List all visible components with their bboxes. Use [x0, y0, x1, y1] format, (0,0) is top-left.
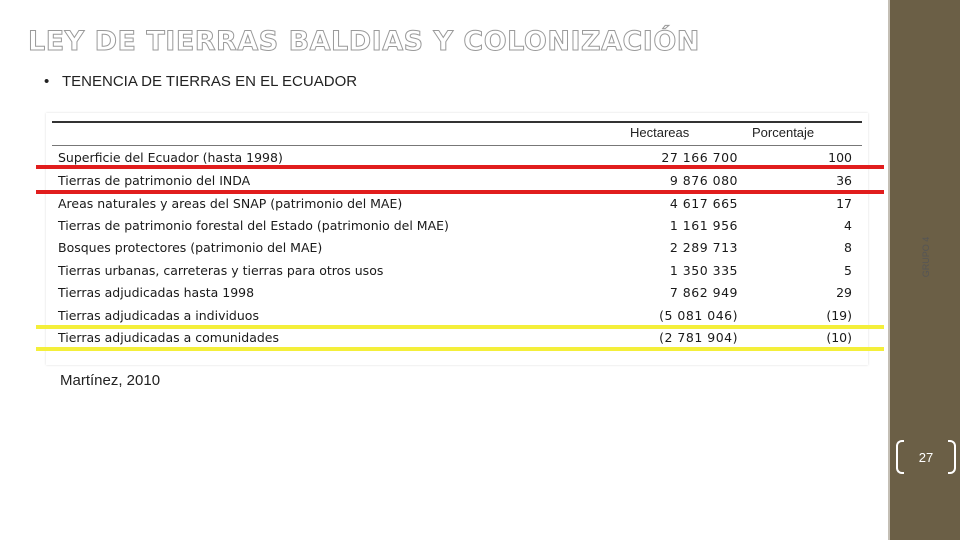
- header-porcentaje: Porcentaje: [752, 125, 815, 140]
- row-hectareas: 7 862 949: [669, 285, 738, 300]
- table-row: [58, 215, 858, 237]
- row-hectareas: 2 289 713: [669, 240, 738, 255]
- row-label: Areas naturales y areas del SNAP (patrimonio del MAE): [58, 196, 403, 211]
- bullet-item: [44, 73, 357, 90]
- row-label: Tierras urbanas, carreteras y tierras para otros usos: [58, 263, 384, 278]
- table-row: [58, 327, 858, 349]
- red-highlight-line-top: [36, 165, 884, 169]
- row-porcentaje: (19): [826, 308, 852, 323]
- yellow-highlight-line-top: [36, 325, 884, 329]
- table-row: [58, 193, 858, 215]
- row-label: Tierras adjudicadas a individuos: [58, 308, 259, 323]
- header-hectareas: Hectareas: [630, 125, 690, 140]
- row-porcentaje: 8: [844, 240, 852, 255]
- row-label: Bosques protectores (patrimonio del MAE): [58, 240, 323, 255]
- yellow-highlight-line-bottom: [36, 347, 884, 351]
- row-hectareas: 1 350 335: [669, 263, 738, 278]
- source-citation: Martínez, 2010: [60, 372, 161, 389]
- table-row: [58, 305, 858, 327]
- row-label: Tierras adjudicadas a comunidades: [58, 330, 280, 345]
- table-header-rule: [52, 145, 862, 146]
- page-number-badge: [896, 440, 956, 476]
- group-label: GRUPO 4: [921, 236, 931, 278]
- row-label: Superficie del Ecuador (hasta 1998): [58, 150, 283, 165]
- table-row: [58, 260, 858, 282]
- row-porcentaje: 5: [844, 263, 852, 278]
- table-top-rule: [52, 121, 862, 123]
- table-row: [58, 170, 858, 192]
- row-hectareas: 9 876 080: [669, 173, 738, 188]
- row-label: Tierras adjudicadas hasta 1998: [58, 285, 255, 300]
- page-number: 27: [918, 450, 934, 465]
- red-highlight-line-bottom: [36, 190, 884, 194]
- row-hectareas: 4 617 665: [669, 196, 738, 211]
- row-porcentaje: (10): [826, 330, 852, 345]
- row-porcentaje: 100: [828, 150, 852, 165]
- row-hectareas: (2 781 904): [659, 330, 738, 345]
- bullet-dot-icon: •: [44, 73, 50, 90]
- sidebar-divider: [888, 0, 890, 540]
- row-label: Tierras de patrimonio del INDA: [58, 173, 251, 188]
- row-label: Tierras de patrimonio forestal del Estado (patrimonio del MAE): [58, 218, 449, 233]
- row-hectareas: (5 081 046): [659, 308, 738, 323]
- row-porcentaje: 36: [836, 173, 852, 188]
- row-hectareas: 1 161 956: [669, 218, 738, 233]
- row-porcentaje: 4: [844, 218, 852, 233]
- row-hectareas: 27 166 700: [661, 150, 738, 165]
- table-row: [58, 237, 858, 259]
- bullet-text: TENENCIA DE TIERRAS EN EL ECUADOR: [62, 73, 358, 90]
- table-row: [58, 282, 858, 304]
- row-porcentaje: 29: [836, 285, 852, 300]
- slide-title: LEY DE TIERRAS BALDIAS Y COLONIZACIÓN: [28, 26, 700, 57]
- row-porcentaje: 17: [836, 196, 852, 211]
